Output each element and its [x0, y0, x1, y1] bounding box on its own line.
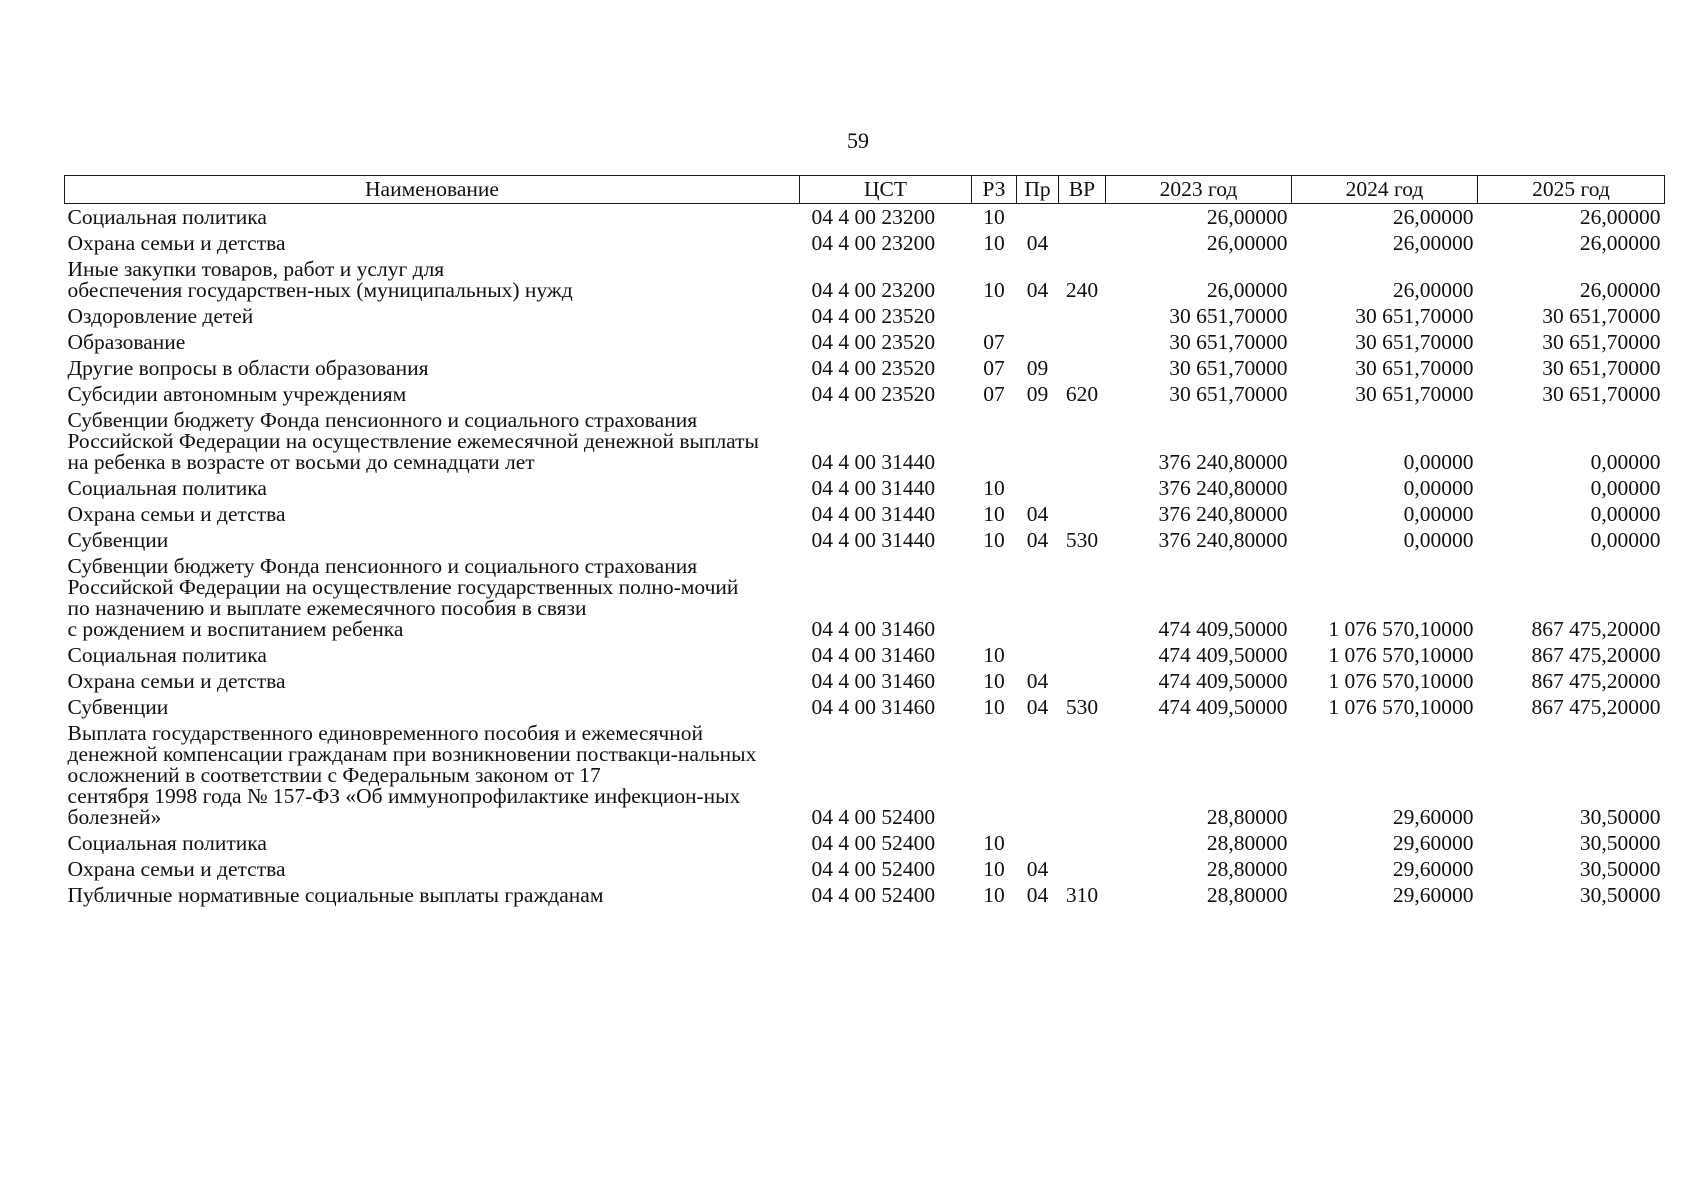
cell-vr	[1059, 856, 1106, 882]
cell-name: Охрана семьи и детства	[67, 857, 286, 881]
cell-name-line: осложнений в соответствии с Федеральным законом от 17	[67, 763, 601, 787]
header-name: Наименование	[65, 176, 800, 204]
cell-cst: 04 4 00 31440	[811, 528, 936, 552]
cell-2023: 28,80000	[1206, 805, 1288, 829]
cell-pr: 04	[1026, 883, 1049, 907]
cell-2025: 26,00000	[1579, 278, 1661, 302]
cell-pr	[1017, 303, 1059, 329]
cell-name-line: Российской Федерации на осуществление ежемесячной денежной выплаты	[67, 429, 760, 453]
cell-pr: 04	[1026, 669, 1049, 693]
table-row	[65, 694, 1665, 720]
cell-cst: 04 4 00 23520	[811, 382, 936, 406]
table-row	[65, 256, 1665, 303]
table-row	[65, 501, 1665, 527]
cell-cst: 04 4 00 23200	[811, 205, 936, 229]
cell-vr	[1059, 668, 1106, 694]
cell-vr	[1059, 720, 1106, 830]
cell-name: Субвенции	[67, 528, 169, 552]
cell-2025: 30,50000	[1579, 857, 1661, 881]
cell-pr: 09	[1026, 356, 1049, 380]
cell-2023: 28,80000	[1206, 831, 1288, 855]
cell-name-line: обеспечения государствен-ных (муниципальных) нужд	[67, 278, 573, 302]
header-2025: 2025 год	[1478, 176, 1665, 204]
table-row	[65, 475, 1665, 501]
cell-name: Образование	[67, 330, 186, 354]
cell-vr	[1059, 230, 1106, 256]
cell-2023: 30 651,70000	[1169, 382, 1288, 406]
cell-2025: 867 475,20000	[1531, 617, 1661, 641]
cell-rz: 10	[983, 476, 1005, 500]
cell-2023: 30 651,70000	[1169, 330, 1288, 354]
table-row	[65, 668, 1665, 694]
table-row	[65, 527, 1665, 553]
header-row	[65, 176, 1665, 204]
cell-cst: 04 4 00 23200	[811, 278, 936, 302]
cell-2023: 26,00000	[1206, 278, 1288, 302]
cell-cst: 04 4 00 52400	[811, 805, 936, 829]
cell-2024: 30 651,70000	[1355, 356, 1474, 380]
cell-name: Охрана семьи и детства	[67, 502, 286, 526]
cell-2023: 474 409,50000	[1158, 695, 1288, 719]
cell-2023: 474 409,50000	[1158, 617, 1288, 641]
table-body	[65, 204, 1665, 909]
cell-pr	[1017, 553, 1059, 642]
cell-2023: 376 240,80000	[1158, 502, 1288, 526]
page-number: 59	[847, 128, 869, 153]
header-2024: 2024 год	[1292, 176, 1478, 204]
cell-2023: 474 409,50000	[1158, 643, 1288, 667]
cell-name-line: с рождением и воспитанием ребенка	[67, 617, 404, 641]
cell-vr	[1059, 553, 1106, 642]
cell-2025: 30 651,70000	[1542, 382, 1661, 406]
cell-2025: 30 651,70000	[1542, 304, 1661, 328]
cell-2024: 1 076 570,10000	[1328, 617, 1474, 641]
cell-name-line: сентября 1998 года № 157-ФЗ «Об иммунопрофилактике инфекцион-ных	[67, 784, 741, 808]
cell-2024: 29,60000	[1392, 883, 1474, 907]
cell-name	[65, 407, 800, 475]
cell-2024: 26,00000	[1392, 205, 1474, 229]
cell-cst: 04 4 00 31440	[811, 502, 936, 526]
table-row	[65, 553, 1665, 642]
cell-cst: 04 4 00 23520	[811, 356, 936, 380]
cell-name-line: Иные закупки товаров, работ и услуг для	[67, 257, 445, 281]
cell-rz: 07	[983, 356, 1005, 380]
cell-2024: 29,60000	[1392, 805, 1474, 829]
cell-vr	[1059, 642, 1106, 668]
cell-rz: 10	[983, 695, 1005, 719]
cell-2024: 29,60000	[1392, 857, 1474, 881]
cell-vr: 530	[1065, 695, 1099, 719]
cell-pr: 04	[1026, 695, 1049, 719]
cell-2025: 867 475,20000	[1531, 643, 1661, 667]
header-pr: Пр	[1017, 176, 1059, 204]
cell-2023: 376 240,80000	[1158, 528, 1288, 552]
cell-vr	[1059, 475, 1106, 501]
header-2023: 2023 год	[1106, 176, 1292, 204]
cell-name: Другие вопросы в области образования	[67, 356, 429, 380]
cell-pr: 04	[1026, 502, 1049, 526]
cell-vr	[1059, 355, 1106, 381]
cell-name-line: Выплата государственного единовременного пособия и ежемесячной	[67, 721, 703, 745]
cell-name: Социальная политика	[67, 205, 267, 229]
cell-cst: 04 4 00 23520	[811, 330, 936, 354]
cell-cst: 04 4 00 52400	[811, 883, 936, 907]
cell-2023: 376 240,80000	[1158, 476, 1288, 500]
cell-name: Социальная политика	[67, 476, 267, 500]
cell-name-line: на ребенка в возрасте от восьми до семнадцати лет	[67, 450, 535, 474]
cell-pr	[1017, 407, 1059, 475]
table-row	[65, 329, 1665, 355]
cell-name-line: по назначению и выплате ежемесячного пособия в связи	[67, 596, 587, 620]
cell-rz: 10	[983, 205, 1005, 229]
cell-pr: 09	[1026, 382, 1049, 406]
cell-vr	[1059, 407, 1106, 475]
cell-cst: 04 4 00 23520	[811, 304, 936, 328]
cell-vr: 310	[1065, 883, 1099, 907]
cell-2023: 28,80000	[1206, 883, 1288, 907]
cell-2025: 0,00000	[1590, 528, 1661, 552]
cell-cst: 04 4 00 23200	[811, 231, 936, 255]
cell-pr: 04	[1026, 857, 1049, 881]
cell-2023: 376 240,80000	[1158, 450, 1288, 474]
cell-cst: 04 4 00 31460	[811, 643, 936, 667]
cell-2024: 29,60000	[1392, 831, 1474, 855]
cell-name	[65, 553, 800, 642]
cell-2024: 26,00000	[1392, 231, 1474, 255]
cell-pr: 04	[1026, 278, 1049, 302]
cell-vr: 530	[1065, 528, 1099, 552]
cell-vr: 240	[1065, 278, 1099, 302]
table-row	[65, 355, 1665, 381]
table-row	[65, 381, 1665, 407]
cell-2024: 0,00000	[1403, 528, 1474, 552]
header-cst: ЦСТ	[800, 176, 972, 204]
cell-2025: 30 651,70000	[1542, 356, 1661, 380]
cell-pr	[1017, 204, 1059, 231]
cell-name: Публичные нормативные социальные выплаты гражданам	[67, 883, 604, 907]
cell-2024: 0,00000	[1403, 476, 1474, 500]
cell-name-line: болезней»	[67, 805, 162, 829]
cell-rz: 10	[983, 278, 1005, 302]
cell-cst: 04 4 00 31460	[811, 617, 936, 641]
cell-rz: 10	[983, 643, 1005, 667]
cell-2025: 30 651,70000	[1542, 330, 1661, 354]
cell-2025: 867 475,20000	[1531, 669, 1661, 693]
cell-name-line: Субвенции бюджету Фонда пенсионного и социального страхования	[67, 554, 698, 578]
cell-vr	[1059, 329, 1106, 355]
cell-2023: 474 409,50000	[1158, 669, 1288, 693]
cell-2025: 0,00000	[1590, 476, 1661, 500]
table-row	[65, 882, 1665, 908]
cell-2024: 30 651,70000	[1355, 304, 1474, 328]
cell-vr: 620	[1065, 382, 1099, 406]
cell-2023: 26,00000	[1206, 205, 1288, 229]
cell-name	[65, 256, 800, 303]
table-row	[65, 720, 1665, 830]
table-row	[65, 856, 1665, 882]
cell-rz: 10	[983, 669, 1005, 693]
cell-vr	[1059, 303, 1106, 329]
cell-rz: 10	[983, 231, 1005, 255]
header-rz: РЗ	[972, 176, 1017, 204]
table-row	[65, 204, 1665, 231]
cell-2025: 26,00000	[1579, 205, 1661, 229]
cell-cst: 04 4 00 31460	[811, 669, 936, 693]
cell-2024: 1 076 570,10000	[1328, 669, 1474, 693]
cell-vr	[1059, 204, 1106, 231]
table-row	[65, 303, 1665, 329]
cell-2023: 26,00000	[1206, 231, 1288, 255]
cell-2025: 867 475,20000	[1531, 695, 1661, 719]
cell-cst: 04 4 00 31440	[811, 450, 936, 474]
cell-2024: 0,00000	[1403, 450, 1474, 474]
cell-name-line: Российской Федерации на осуществление государственных полно-мочий	[67, 575, 739, 599]
cell-name: Оздоровление детей	[67, 304, 254, 328]
cell-2025: 0,00000	[1590, 502, 1661, 526]
cell-2024: 26,00000	[1392, 278, 1474, 302]
table-row	[65, 407, 1665, 475]
cell-cst: 04 4 00 52400	[811, 831, 936, 855]
cell-2024: 1 076 570,10000	[1328, 695, 1474, 719]
cell-2025: 30,50000	[1579, 883, 1661, 907]
cell-cst: 04 4 00 31460	[811, 695, 936, 719]
cell-vr	[1059, 830, 1106, 856]
cell-2023: 28,80000	[1206, 857, 1288, 881]
cell-rz	[972, 553, 1017, 642]
header-vr: ВР	[1059, 176, 1106, 204]
cell-rz: 07	[983, 330, 1005, 354]
cell-pr: 04	[1026, 231, 1049, 255]
cell-2024: 30 651,70000	[1355, 330, 1474, 354]
cell-name-line: денежной компенсации гражданам при возникновении поствакци-нальных	[67, 742, 757, 766]
cell-name: Субсидии автономным учреждениям	[67, 382, 407, 406]
cell-2024: 0,00000	[1403, 502, 1474, 526]
cell-pr	[1017, 830, 1059, 856]
cell-2025: 30,50000	[1579, 831, 1661, 855]
cell-2025: 0,00000	[1590, 450, 1661, 474]
cell-2024: 1 076 570,10000	[1328, 643, 1474, 667]
cell-name: Субвенции	[67, 695, 169, 719]
cell-rz: 10	[983, 528, 1005, 552]
cell-name: Социальная политика	[67, 831, 267, 855]
cell-name-line: Субвенции бюджету Фонда пенсионного и социального страхования	[67, 408, 698, 432]
cell-pr	[1017, 475, 1059, 501]
cell-vr	[1059, 501, 1106, 527]
cell-2025: 30,50000	[1579, 805, 1661, 829]
cell-rz: 07	[983, 382, 1005, 406]
table-row	[65, 642, 1665, 668]
cell-2023: 30 651,70000	[1169, 304, 1288, 328]
cell-name: Охрана семьи и детства	[67, 669, 286, 693]
table-header	[65, 176, 1665, 204]
cell-rz	[972, 303, 1017, 329]
cell-cst: 04 4 00 31440	[811, 476, 936, 500]
cell-rz: 10	[983, 857, 1005, 881]
cell-rz	[972, 407, 1017, 475]
cell-pr	[1017, 720, 1059, 830]
cell-rz: 10	[983, 831, 1005, 855]
cell-pr: 04	[1026, 528, 1049, 552]
cell-2023: 30 651,70000	[1169, 356, 1288, 380]
cell-name: Социальная политика	[67, 643, 267, 667]
cell-rz: 10	[983, 883, 1005, 907]
cell-pr	[1017, 329, 1059, 355]
budget-table	[64, 175, 1665, 908]
cell-rz: 10	[983, 502, 1005, 526]
cell-pr	[1017, 642, 1059, 668]
cell-cst: 04 4 00 52400	[811, 857, 936, 881]
cell-2024: 30 651,70000	[1355, 382, 1474, 406]
cell-rz	[972, 720, 1017, 830]
cell-2025: 26,00000	[1579, 231, 1661, 255]
cell-name: Охрана семьи и детства	[67, 231, 286, 255]
cell-name	[65, 720, 800, 830]
table-row	[65, 230, 1665, 256]
table-row	[65, 830, 1665, 856]
